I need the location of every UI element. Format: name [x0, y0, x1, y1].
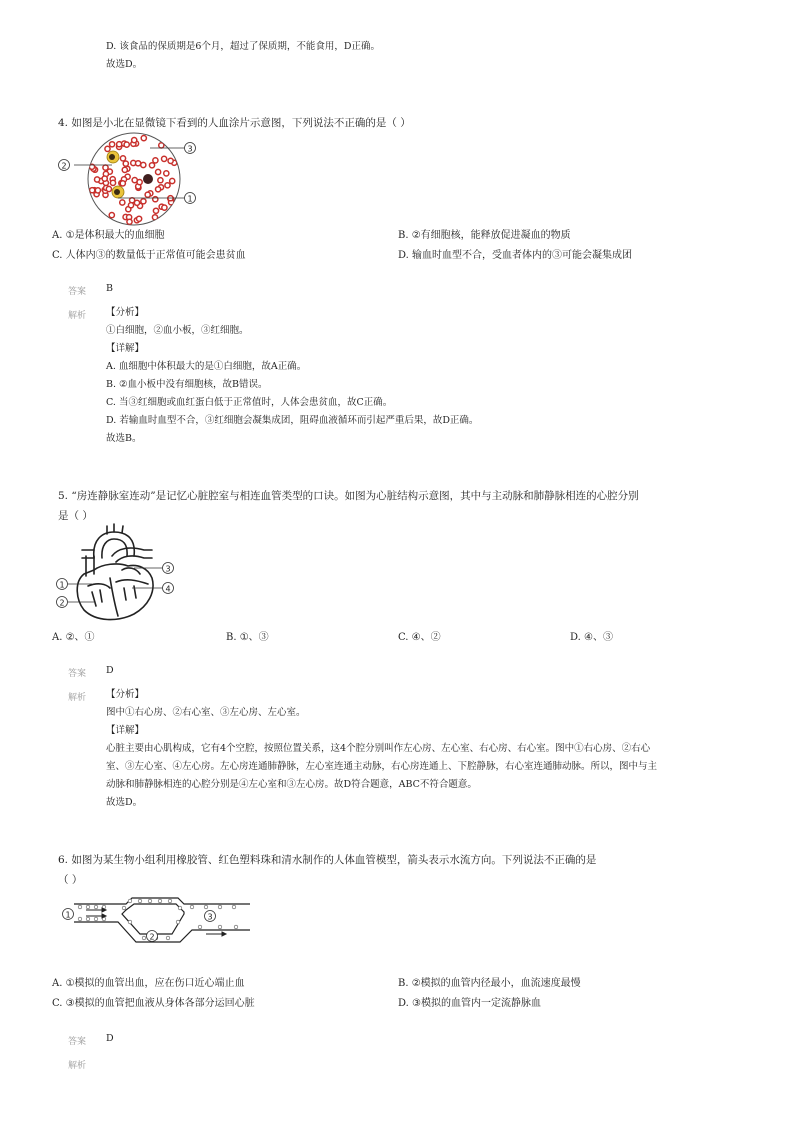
q4-label-3 — [185, 143, 196, 154]
q5-label-1 — [57, 579, 68, 590]
q5-label-4 — [163, 583, 174, 594]
red-blood-cell — [102, 176, 107, 181]
svg-text:3: 3 — [207, 912, 213, 922]
q4-stem: 4. 如图是小北在显微镜下看到的人血涂片示意图，下列说法不正确的是（ ） — [58, 117, 411, 129]
red-blood-cell — [132, 178, 137, 183]
q5-answer: D — [106, 665, 114, 676]
red-blood-cell — [156, 169, 161, 174]
plastic-bead — [168, 899, 172, 903]
q4-answer: B — [106, 283, 113, 294]
q4-label-1 — [185, 193, 196, 204]
plastic-bead — [158, 899, 162, 903]
svg-text:1: 1 — [65, 910, 71, 920]
red-blood-cell — [145, 192, 150, 197]
q4-analysis-line: A. 血细胞中体积最大的是①白细胞，故A正确。 — [106, 361, 307, 372]
q6-option-c[interactable]: C. ③模拟的血管把血液从身体各部分运回心脏 — [52, 998, 255, 1009]
red-blood-cell — [95, 188, 100, 193]
red-blood-cell — [168, 158, 173, 163]
q5-analysis-label: 解析 — [68, 693, 87, 703]
plastic-bead — [218, 905, 222, 909]
red-blood-cell — [153, 208, 158, 213]
q4-option-c[interactable]: C. 人体内③的数量低于正常值可能会患贫血 — [52, 250, 246, 261]
q5-analysis-line: 心脏主要由心肌构成，它有4个空腔，按照位置关系，这4个腔分别叫作左心房、左心室、右心房、右心室。图中①右心房、②右心 — [106, 743, 651, 754]
q4-label-2 — [59, 160, 70, 171]
red-blood-cell — [137, 216, 142, 221]
q5-analysis — [106, 686, 657, 812]
q6-stem-line2: （ ） — [58, 874, 83, 886]
red-blood-cell — [128, 203, 133, 208]
plastic-bead — [234, 925, 238, 929]
q5-heart-figure — [52, 526, 182, 624]
q5-answer-label: 答案 — [68, 669, 87, 679]
q6-answer: D — [106, 1033, 114, 1044]
red-blood-cell — [162, 205, 167, 210]
plastic-bead — [232, 905, 236, 909]
plastic-bead — [204, 905, 208, 909]
red-blood-cell — [110, 180, 115, 185]
q4-option-b[interactable]: B. ②有细胞核，能释放促进凝血的物质 — [398, 230, 571, 241]
plastic-bead — [94, 905, 98, 909]
q6-option-d[interactable]: D. ③模拟的血管内一定流静脉血 — [398, 998, 541, 1009]
red-blood-cell — [134, 200, 139, 205]
red-blood-cell — [141, 136, 146, 141]
q5-stem-line2: 是（ ） — [58, 510, 93, 522]
plastic-bead — [166, 936, 170, 940]
red-blood-cell — [162, 156, 167, 161]
red-blood-cell — [120, 181, 125, 186]
q5-analysis-line: 【分析】 — [106, 689, 145, 700]
red-blood-cell — [106, 186, 111, 191]
plastic-bead — [142, 936, 146, 940]
q6-analysis-label: 解析 — [68, 1061, 87, 1071]
q4-analysis-line: B. ②血小板中没有细胞核，故B错误。 — [106, 379, 268, 390]
red-blood-cell — [164, 171, 169, 176]
red-blood-cell — [122, 167, 127, 172]
red-blood-cell — [95, 177, 100, 182]
plastic-bead — [148, 899, 152, 903]
red-blood-cell — [132, 138, 137, 143]
red-blood-cell — [136, 161, 141, 166]
red-blood-cell — [120, 156, 125, 161]
q5-analysis-line: 图中①右心房、②右心室、③左心房、左心室。 — [106, 707, 306, 718]
q4-analysis-line: C. 当③红细胞或血红蛋白低于正常值时，人体会患贫血，故C正确。 — [106, 397, 393, 408]
q5-option-d[interactable]: D. ④、③ — [570, 632, 613, 643]
red-blood-cell — [159, 143, 164, 148]
q5-analysis-line: 故选D。 — [106, 797, 143, 808]
red-blood-cell — [141, 162, 146, 167]
q6-label-3 — [205, 911, 216, 922]
prev-answer-line-d: D. 该食品的保质期是6个月，超过了保质期，不能食用，D正确。 — [106, 41, 380, 52]
plastic-bead — [86, 917, 90, 921]
q5-stem-line1: 5. “房连静脉室连动”是记忆心脏腔室与相连血管类型的口诀。如图为心脏结构示意图，其中与主动脉和肺静脉相连的心腔分别 — [58, 490, 639, 502]
q5-analysis-line: 室、③左心室、④左心房。左心房连通肺静脉，左心室连通主动脉，右心房连通上、下腔静脉，右心室连通肺动脉。所以，图中与主 — [106, 761, 658, 772]
q4-analysis-label: 解析 — [68, 311, 87, 321]
svg-text:4: 4 — [165, 584, 171, 594]
q6-stem: 6. 如图为某生物小组利用橡胶管、红色塑料珠和清水制作的人体血管模型，箭头表示水流方向。下列说法不正确的是 — [58, 854, 597, 866]
q4-option-a[interactable]: A. ①是体积最大的血细胞 — [52, 230, 165, 241]
svg-text:1: 1 — [59, 580, 65, 590]
svg-text:3: 3 — [165, 564, 171, 574]
plastic-bead — [86, 905, 90, 909]
red-blood-cell — [153, 197, 158, 202]
red-blood-cell — [165, 183, 170, 188]
plastic-bead — [78, 905, 82, 909]
q4-option-d[interactable]: D. 输血时血型不合，受血者体内的③可能会凝集成团 — [398, 250, 633, 261]
q4-analysis-line: 【分析】 — [106, 307, 145, 318]
q5-option-a[interactable]: A. ②、① — [52, 632, 95, 643]
q5-label-3 — [163, 563, 174, 574]
wbc-bottom — [112, 186, 124, 198]
q5-option-c[interactable]: C. ④、② — [398, 632, 441, 643]
red-blood-cell — [109, 213, 114, 218]
red-blood-cell — [123, 161, 128, 166]
q4-analysis-line: D. 若输血时血型不合，③红细胞会凝集成团，阻碍血液循环而引起严重后果，故D正确。 — [106, 415, 479, 426]
plastic-bead — [128, 899, 132, 903]
plastic-bead — [176, 920, 180, 924]
svg-text:3: 3 — [187, 144, 193, 154]
prev-conclusion: 故选D。 — [106, 59, 143, 70]
plastic-bead — [198, 925, 202, 929]
red-blood-cell — [153, 158, 158, 163]
q4-analysis — [106, 304, 478, 448]
red-blood-cell — [156, 187, 161, 192]
q4-analysis-line: 【详解】 — [106, 343, 145, 354]
q6-label-1 — [63, 909, 74, 920]
q6-label-2 — [147, 931, 158, 942]
plastic-bead — [218, 925, 222, 929]
svg-text:2: 2 — [59, 598, 65, 608]
wbc-top — [107, 151, 119, 163]
red-blood-cell — [124, 142, 129, 147]
q4-analysis-line: ①白细胞，②血小板，③红细胞。 — [106, 325, 249, 336]
q5-analysis-line: 动脉和肺静脉相连的心腔分别是④左心室和③左心房。故D符合题意，ABC不符合题意。 — [106, 779, 477, 790]
q6-option-b[interactable]: B. ②模拟的血管内径最小，血流速度最慢 — [398, 978, 581, 989]
plastic-bead — [128, 920, 132, 924]
red-blood-cell — [105, 146, 110, 151]
red-blood-cell — [110, 142, 115, 147]
red-blood-cell — [127, 219, 132, 224]
q6-vessel-model-figure — [60, 894, 260, 952]
q4-answer-label: 答案 — [68, 287, 87, 297]
red-blood-cell — [120, 200, 125, 205]
red-blood-cell — [158, 178, 163, 183]
q5-label-2 — [57, 597, 68, 608]
red-blood-cell — [149, 163, 154, 168]
q6-answer-label: 答案 — [68, 1037, 87, 1047]
q5-option-b[interactable]: B. ①、③ — [226, 632, 269, 643]
q5-analysis-line: 【详解】 — [106, 725, 145, 736]
svg-text:2: 2 — [61, 161, 67, 171]
red-blood-cell — [90, 188, 95, 193]
q4-blood-smear-figure — [52, 132, 202, 228]
q4-analysis-line: 故选B。 — [106, 433, 142, 444]
plastic-bead — [178, 906, 182, 910]
plastic-bead — [78, 917, 82, 921]
plastic-bead — [138, 899, 142, 903]
red-blood-cell — [170, 178, 175, 183]
plastic-bead — [122, 906, 126, 910]
q6-option-a[interactable]: A. ①模拟的血管出血，应在伤口近心端止血 — [52, 978, 245, 989]
plastic-bead — [190, 905, 194, 909]
svg-text:2: 2 — [149, 932, 155, 942]
plastic-bead — [94, 917, 98, 921]
svg-text:1: 1 — [187, 194, 193, 204]
red-blood-cell — [141, 199, 146, 204]
